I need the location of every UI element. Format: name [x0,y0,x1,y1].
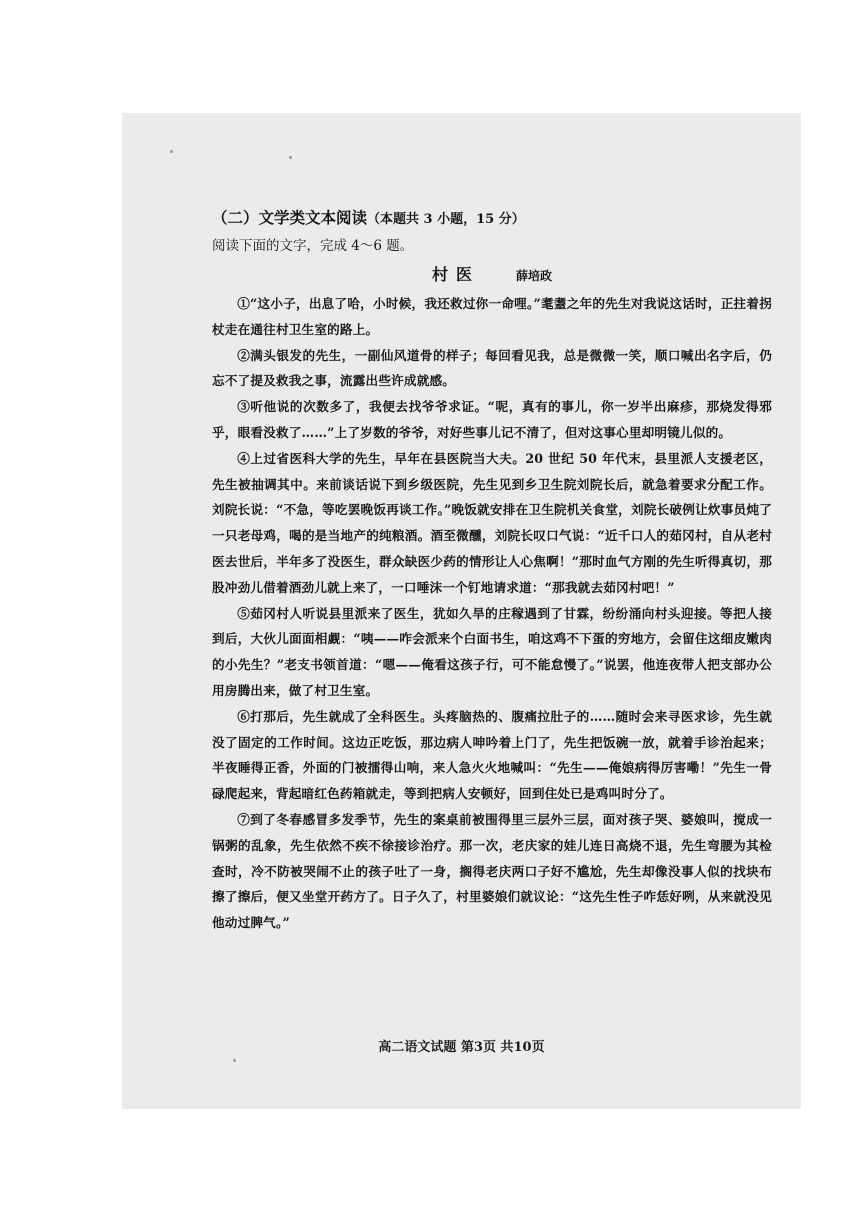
scan-speck [170,150,173,153]
section-heading-note: （本题共 3 小题，15 分） [367,212,525,227]
paragraph-1: ①“这小子，出息了哈，小时候，我还救过你一命哩。”耄耋之年的先生对我说这话时，正拄着拐杖走在通往村卫生室的路上。 [212,296,772,337]
article-title-row [212,264,772,287]
section-heading [212,206,772,232]
article-title: 村医 [431,265,480,284]
paragraph-6: ⑥打那后，先生就成了全科医生。头疼脑热的、腹痛拉肚子的……随时会来寻医求诊，先生就没了固定的工作时间。这边正吃饭，那边病人呻吟着上门了，先生把饭碗一放，就着手诊治起来；半夜睡得正香，外面的门被擂得山响，来人急火火地喊叫：“先生——俺娘病得厉害嘞！”先生一骨碌爬起来，背起暗红色药箱就走，等到把病人安顿好，回到住处已是鸡叫时分了。 [212,708,772,802]
paragraph-5: ⑤茹冈村人听说县里派来了医生，犹如久旱的庄稼遇到了甘霖，纷纷涌向村头迎接。等把人接到后，大伙儿面面相觑：“咦——咋会派来个白面书生，咱这鸡不下蛋的穷地方，会留住这细皮嫩肉的小先生？”老支书领首道：“嗯——俺看这孩子行，可不能怠慢了。”说罢，他连夜带人把支部办公用房腾出来，做了村卫生室。 [212,605,772,698]
paragraph-2: ②满头银发的先生，一副仙风道骨的样子；每回看见我，总是微微一笑，顺口喊出名字后，仍忘不了提及救我之事，流露出些许成就感。 [212,347,772,389]
page-footer: 高二语文试题 第3页 共10页 [378,1040,545,1055]
section-heading-title: （二）文学类文本阅读 [212,208,368,227]
reading-instruction: 阅读下面的文字，完成 4～6 题。 [212,238,414,254]
paragraph-3: ③听他说的次数多了，我便去找爷爷求证。“呢，真有的事儿，你一岁半出麻疹，那烧发得邪乎，眼看没救了……”上了岁数的爷爷，对好些事儿记不清了，但对这事心里却明镜儿似的。 [212,399,772,440]
paragraph-7: ⑦到了冬春感冒多发季节，先生的案桌前被围得里三层外三层，面对孩子哭、婆娘叫，搅成一锅粥的乱象，先生依然不疾不徐接诊治疗。那一次，老庆家的娃儿连日高烧不退，先生弯腰为其检查时，冷不防被哭闹不止的孩子吐了一身，搁得老庆两口子好不尴尬，先生却像没事人似的找块布擦了擦后，便又坐堂开药方了。日子久了，村里婆娘们就议论：“这先生性子咋恁好咧，从来就没见他动过脾气。” [212,811,772,931]
article-author: 薛培政 [516,269,553,283]
paragraph-4: ④上过省医科大学的先生，早年在县医院当大夫。20 世纪 50 年代末，县里派人支援老区，先生被抽调其中。来前谈话说下到乡级医院，先生见到乡卫生院刘院长后，就急着要求分配工作。刘院长说：“不急，等吃罢晚饭再谈工作。”晚饭就安排在卫生院机关食堂，刘院长破例让炊事员炖了一只老母鸡，喝的是当地产的纯粮酒。酒至微醺，刘院长叹口气说：“近千口人的茹冈村，自从老村医去世后，半年多了没医生，群众缺医少药的情形让人心焦啊！”那时血气方刚的先生听得真切，那股冲劲儿借着酒劲儿就上来了，一口唾沫一个钉地请求道：“那我就去茹冈村吧！” [212,450,772,595]
exam-content [212,206,772,936]
scan-speck [289,156,292,159]
scan-speck [233,1059,236,1062]
